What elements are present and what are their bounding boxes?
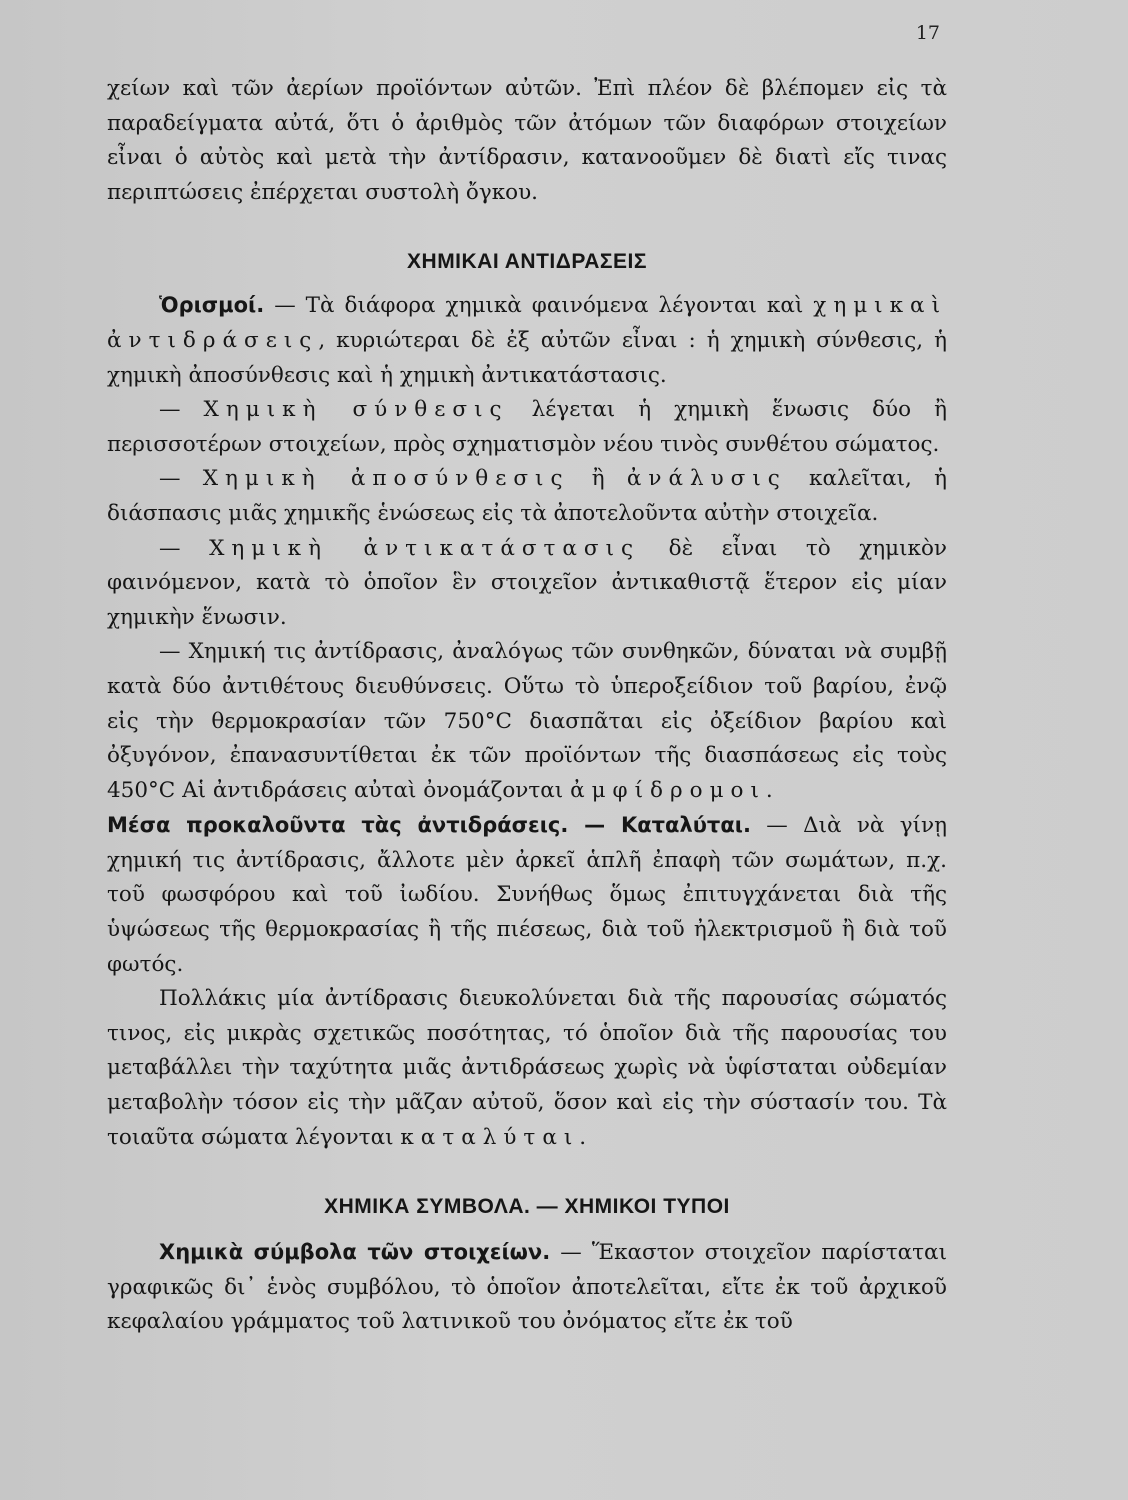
- definitions-text-a: — Τὰ διάφορα χημικὰ φαινόμενα λέγονται καὶ: [264, 293, 814, 319]
- section-heading-chemical-reactions: ΧΗΜΙΚΑΙ ΑΝΤΙΔΡΑΣΕΙΣ: [407, 250, 647, 274]
- decomposition-mid: ἢ: [569, 466, 627, 492]
- means-text: — Διὰ νὰ γίνῃ χημική τις ἀντίδρασις, ἄλλοτε μὲν ἀρκεῖ ἁπλῆ ἐπαφὴ τῶν σωμάτων, π.χ. τοῦ φωσφόρου καὶ τοῦ ἰωδίου. Συνήθως ὅμως ἐπιτυγχάνεται διὰ τῆς ὑψώσεως τῆς θερμοκρασίας ἢ τῆς πιέσεως, διὰ τοῦ ἠλεκτρισμοῦ ἢ διὰ τοῦ φωτός.: [107, 813, 947, 977]
- catalysts-paragraph: [107, 982, 947, 1155]
- decomposition-term2: ἀνάλυσις: [626, 466, 787, 492]
- intro-paragraph: χείων καὶ τῶν ἀερίων προϊόντων αὐτῶν. Ἐπὶ πλέον δὲ βλέπομεν εἰς τὰ παραδείγματα αὐτά, ὅτι ὁ ἀριθμὸς τῶν ἀτόμων τῶν διαφόρων στοιχείων εἶναι ὁ αὐτὸς καὶ μετὰ τὴν ἀντίδρασιν, κατανοοῦμεν δὲ διατὶ εἴς τινας περιπτώσεις ἐπέρχεται συστολὴ ὄγκου.: [107, 76, 947, 205]
- decomposition-dash: —: [159, 466, 203, 492]
- decomposition-paragraph: [107, 462, 947, 531]
- substitution-paragraph: [107, 532, 947, 636]
- page-number: 17: [915, 22, 940, 44]
- catalysts-term: καταλύται.: [400, 1124, 594, 1150]
- definitions-paragraph: [107, 288, 947, 393]
- definitions-text-b: , κυριώτεραι δὲ ἐξ αὐτῶν εἶναι : ἡ χημικὴ σύνθεσις, ἡ χημικὴ ἀποσύνθεσις καὶ ἡ χημικὴ ἀντικατάστασις.: [107, 327, 947, 388]
- synthesis-dash: —: [159, 397, 204, 423]
- catalysts-text: Πολλάκις μία ἀντίδρασις διευκολύνεται διὰ τῆς παρουσίας σώματός τινος, εἰς μικρὰς σχετικῶς ποσότητας, τό ὁποῖον διὰ τῆς παρουσίας του μεταβάλλει τὴν ταχύτητα μιᾶς ἀντιδράσεως χωρὶς νὰ ὑφίσταται οὐδεμίαν μεταβολὴν τόσον εἰς τὴν μᾶζαν αὐτοῦ, ὅσον καὶ εἰς τὴν σύστασίν του. Τὰ τοιαῦτα σώματα λέγονται: [107, 986, 947, 1150]
- decomposition-text: καλεῖται, ἡ διάσπασις μιᾶς χημικῆς ἑνώσεως εἰς τὰ ἀποτελοῦντα αὐτὴν στοιχεῖα.: [107, 466, 947, 526]
- substitution-term: Χημικὴ ἀντικατάστασις: [209, 535, 641, 561]
- symbols-paragraph: [107, 1235, 947, 1340]
- decomposition-term: Χημικὴ ἀποσύνθεσις: [202, 466, 570, 492]
- symbols-lead: Χημικὰ σύμβολα τῶν στοιχείων.: [159, 1240, 551, 1265]
- reversible-text: — Χημική τις ἀντίδρασις, ἀναλόγως τῶν συνθηκῶν, δύναται νὰ συμβῇ κατὰ δύο ἀντιθέτους διευθύνσεις. Οὕτω τὸ ὑπεροξείδιον τοῦ βαρίου, ἐνῷ εἰς τὴν θερμοκρασίαν τῶν 750°C διασπᾶται εἰς ὀξείδιον βαρίου καὶ ὀξυγόνον, ἐπανασυντίθεται ἐκ τῶν προϊόντων τῆς διασπάσεως εἰς τοὺς 450°C Αἱ ἀντιδράσεις αὐταὶ ὀνομάζονται: [107, 639, 947, 803]
- synthesis-paragraph: [107, 393, 947, 462]
- means-paragraph: [107, 808, 947, 982]
- definitions-term: χημικαὶ ἀντιδράσεις: [107, 293, 947, 353]
- section-heading-chemical-symbols: ΧΗΜΙΚΑ ΣΥΜΒΟΛΑ. — ΧΗΜΙΚΟΙ ΤΥΠΟΙ: [324, 1195, 730, 1219]
- page-content: [107, 72, 947, 1340]
- synthesis-term: Χημικὴ σύνθεσις: [203, 397, 509, 423]
- substitution-text: δὲ εἶναι τὸ χημικὸν φαινόμενον, κατὰ τὸ ὁποῖον ἓν στοιχεῖον ἀντικαθιστᾷ ἕτερον εἰς μίαν χημικὴν ἕνωσιν.: [107, 535, 948, 630]
- synthesis-text: λέγεται ἡ χημικὴ ἕνωσις δύο ἢ περισσοτέρων στοιχείων, πρὸς σχηματισμὸν νέου τινὸς συνθέτου σώματος.: [107, 397, 947, 457]
- reversible-paragraph: [107, 635, 947, 808]
- means-sep: —: [568, 813, 621, 838]
- definitions-lead: Ὁρισμοί.: [159, 293, 265, 318]
- means-lead: Μέσα προκαλοῦντα τὰς ἀντιδράσεις.: [107, 813, 569, 838]
- symbols-text: — Ἕκαστον στοιχεῖον παρίσταται γραφικῶς δι᾽ ἑνὸς συμβόλου, τὸ ὁποῖον ἀποτελεῖται, εἴτε ἐκ τοῦ ἀρχικοῦ κεφαλαίου γράμματος τοῦ λατινικοῦ του ὀνόματος εἴτε ἐκ τοῦ: [107, 1240, 947, 1335]
- catalysts-lead: Καταλύται.: [620, 813, 751, 838]
- substitution-dash: —: [159, 535, 210, 561]
- reversible-term: ἀμφίδρομοι.: [570, 777, 780, 803]
